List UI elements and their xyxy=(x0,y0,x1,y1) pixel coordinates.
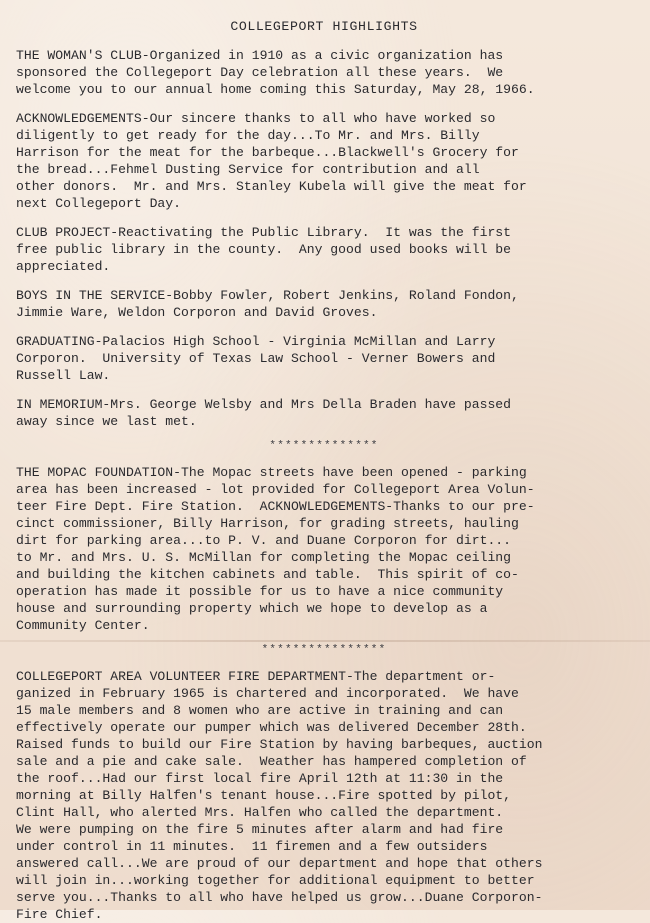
paper-fold-line xyxy=(0,640,650,642)
club-project-paragraph: CLUB PROJECT-Reactivating the Public Library. It was the first free public library in the county. Any good used books will be appreciated. xyxy=(16,225,512,274)
document-title: COLLEGEPORT HIGHLIGHTS xyxy=(230,19,418,34)
mopac-foundation-paragraph: THE MOPAC FOUNDATION-The Mopac streets have been opened - parking area has been increased - lot provided for Collegeport Area Volun- teer Fire Dept. Fire Station. ACKNOWLEDGEMENTS-Thanks to our pre- cinct commissioner, Billy Harrison, for grading streets, hauling dirt for parking area...to P. V. and Duane Corporon for dirt... to Mr. and Mrs. U. S. McMillan for completing the Mopac ceiling and building the kitchen cabinets and table. This spirit of co- operation has made it possible for us to have a nice community house and surrounding property which we hope to develop as a Community Center. xyxy=(16,465,535,633)
graduating-paragraph: GRADUATING-Palacios High School - Virginia McMillan and Larry Corporon. University of Texas Law School - Verner Bowers and Russell Law. xyxy=(16,334,496,383)
section-divider: **************** xyxy=(261,644,387,656)
fire-department-paragraph: COLLEGEPORT AREA VOLUNTEER FIRE DEPARTMENT-The department or- ganized in February 1965 is chartered and incorporated. We have 15 male members and 8 women who are active in training and can effectively operate our pumper which was delivered December 28th. Raised funds to build our Fire Station by having barbeques, auction sale and a pie and cake sale. Weather has hampered completion of the roof...Had our first local fire April 12th at 11:30 in the morning at Billy Halfen's tenant house...Fire spotted by pilot, Clint Hall, who alerted Mrs. Halfen who called the department. We were pumping on the fire 5 minutes after alarm and had fire under control in 11 minutes. 11 firemen and a few outsiders answered call...We are proud of our department and hope that others will join in...working together for additional equipment to better serve you...Thanks to all who have helped us grow...Duane Corporon- Fire Chief. xyxy=(16,669,543,922)
womans-club-paragraph: THE WOMAN'S CLUB-Organized in 1910 as a civic organization has sponsored the Collegeport Day celebration all these years. We welcome you to our annual home coming this Saturday, May 28, 1966. xyxy=(16,48,535,97)
in-memorium-paragraph: IN MEMORIUM-Mrs. George Welsby and Mrs Della Braden have passed away since we last met. xyxy=(16,397,512,429)
acknowledgements-paragraph: ACKNOWLEDGEMENTS-Our sincere thanks to all who have worked so diligently to get ready for the day...To Mr. and Mrs. Billy Harrison for the meat for the barbeque...Blackwell's Grocery for the bread...Fehmel Dusting Service for contribution and all other donors. Mr. and Mrs. Stanley Kubela will give the meat for next Collegeport Day. xyxy=(16,111,527,211)
boys-in-service-paragraph: BOYS IN THE SERVICE-Bobby Fowler, Robert Jenkins, Roland Fondon, Jimmie Ware, Weldon Corporon and David Groves. xyxy=(16,288,519,320)
section-divider: ************** xyxy=(269,440,379,452)
